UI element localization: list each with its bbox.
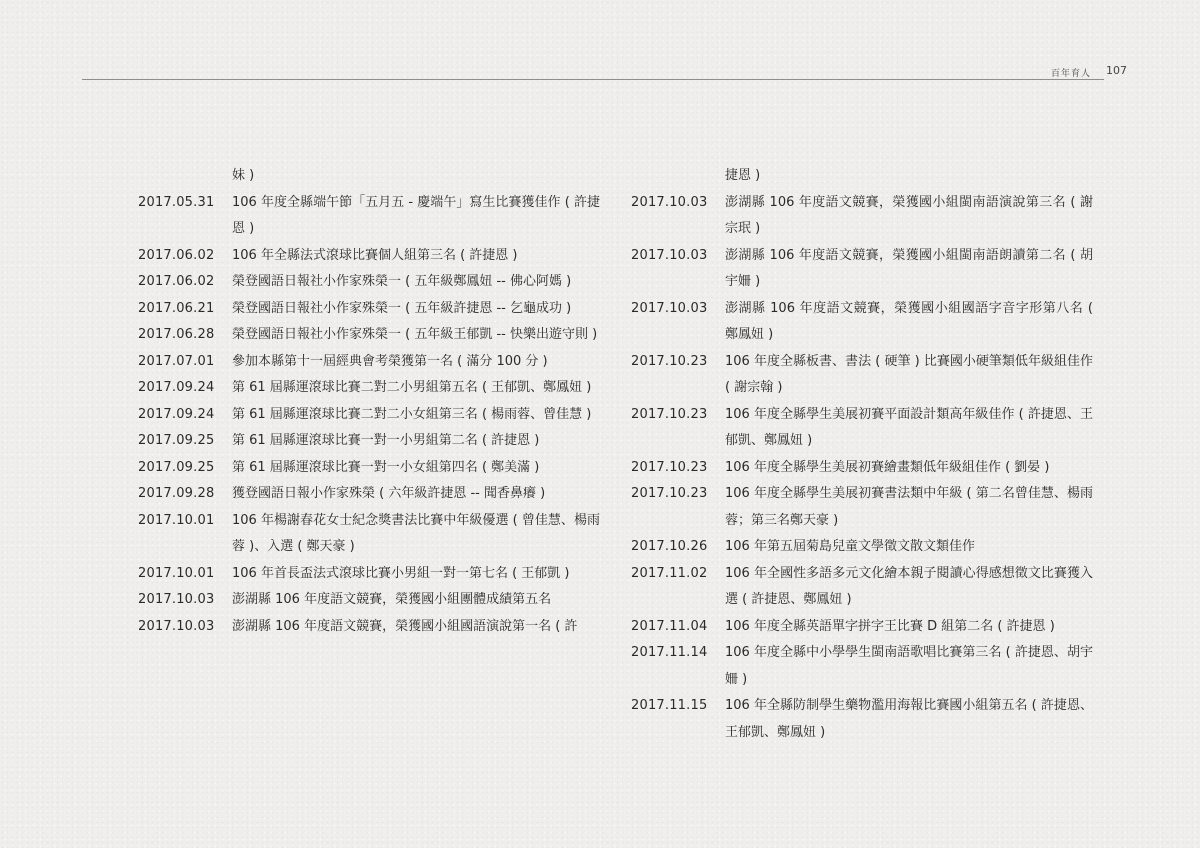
entry-text: 106 年第五屆菊島兒童文學徵文散文類佳作 <box>725 539 975 554</box>
entry-date: 2017.10.03 <box>631 194 708 210</box>
entry-text: 106 年度全縣學生美展初賽平面設計類高年級佳作 ( 許捷恩、王郁凱、鄭鳳妞 ) <box>725 406 1093 448</box>
entry-text: 參加本縣第十一屆經典會考榮獲第一名 ( 滿分 100 分 ) <box>232 353 548 369</box>
list-item <box>631 640 1101 693</box>
entry-text: 106 年全縣法式滾球比賽個人組第三名 ( 許捷恩 ) <box>232 247 518 263</box>
entry-date: 2017.06.02 <box>138 247 215 263</box>
entry-text: 第 61 屆縣運滾球比賽一對一小女組第四名 ( 鄭美滿 ) <box>232 459 540 475</box>
list-item <box>138 561 608 588</box>
entry-text: 妹 ) <box>232 168 255 183</box>
entry-date: 2017.09.24 <box>138 406 215 422</box>
entry-date: 2017.10.23 <box>631 459 708 475</box>
list-item <box>138 508 608 561</box>
list-item <box>138 243 608 270</box>
list-item <box>138 190 608 243</box>
entry-date: 2017.09.25 <box>138 459 215 475</box>
right-column <box>631 163 1101 746</box>
page-number: 107 <box>1106 64 1127 77</box>
entry-date: 2017.09.24 <box>138 380 215 395</box>
list-item <box>631 534 1101 561</box>
entry-date: 2017.06.02 <box>138 274 215 289</box>
list-item <box>138 402 608 429</box>
list-item <box>138 269 608 296</box>
list-item <box>631 163 1101 190</box>
list-item <box>631 296 1101 349</box>
entry-date: 2017.10.03 <box>138 618 215 634</box>
entry-date: 2017.10.23 <box>631 406 708 422</box>
entry-text: 106 年度全縣學生美展初賽繪畫類低年級組佳作 ( 劉晏 ) <box>725 459 1050 475</box>
entry-date: 2017.06.21 <box>138 300 215 316</box>
entry-date: 2017.10.26 <box>631 539 708 554</box>
list-item <box>138 296 608 323</box>
entry-date <box>631 163 725 190</box>
list-item <box>138 163 608 190</box>
list-item <box>631 693 1101 746</box>
list-item <box>138 428 608 455</box>
entry-text: 106 年度全縣端午節「五月五 - 慶端午」寫生比賽獲佳作 ( 許捷恩 ) <box>232 194 600 236</box>
entry-date: 2017.10.03 <box>631 247 708 263</box>
entry-text: 106 年楊謝春花女士紀念獎書法比賽中年級優選 ( 曾佳慧、楊雨蓉 )、入選 ( 鄭天豪 ) <box>232 512 600 554</box>
running-title: 百年育人 <box>1051 69 1092 79</box>
list-item <box>631 190 1101 243</box>
entry-text: 榮登國語日報社小作家殊榮一 ( 五年級鄭鳳妞 -- 佛心阿媽 ) <box>232 274 572 289</box>
entry-date: 2017.05.31 <box>138 194 215 210</box>
entry-text: 澎湖縣 106 年度語文競賽，榮獲國小組閩南語朗讀第二名 ( 胡宇姍 ) <box>725 247 1093 289</box>
entry-text: 106 年首長盃法式滾球比賽小男組一對一第七名 ( 王郁凱 ) <box>232 565 570 581</box>
entry-date <box>138 163 232 190</box>
list-item <box>138 349 608 376</box>
list-item <box>138 455 608 482</box>
list-item <box>631 561 1101 614</box>
list-item <box>631 614 1101 641</box>
entry-date: 2017.10.03 <box>631 300 708 316</box>
entry-date: 2017.11.02 <box>631 565 708 581</box>
entry-date: 2017.10.23 <box>631 353 708 369</box>
entry-text: 106 年度全縣板書、書法 ( 硬筆 ) 比賽國小硬筆類低年級組佳作 ( 謝宗翰 ) <box>725 353 1093 395</box>
list-item <box>631 402 1101 455</box>
entry-text: 第 61 屆縣運滾球比賽二對二小男組第五名 ( 王郁凱、鄭鳳妞 ) <box>232 380 592 395</box>
entry-date: 2017.10.01 <box>138 512 215 528</box>
entry-date: 2017.11.04 <box>631 618 708 634</box>
entry-date: 2017.10.03 <box>138 592 215 607</box>
left-column <box>138 163 608 640</box>
entry-text: 榮登國語日報社小作家殊榮一 ( 五年級王郁凱 -- 快樂出遊守則 ) <box>232 327 598 342</box>
entry-date: 2017.09.25 <box>138 433 215 448</box>
entry-text: 澎湖縣 106 年度語文競賽，榮獲國小組閩南語演說第三名 ( 謝宗珉 ) <box>725 194 1093 236</box>
entry-date: 2017.11.15 <box>631 698 708 713</box>
entry-text: 澎湖縣 106 年度語文競賽，榮獲國小組團體成績第五名 <box>232 592 552 607</box>
entry-text: 榮登國語日報社小作家殊榮一 ( 五年級許捷恩 -- 乞龜成功 ) <box>232 300 572 316</box>
entry-date: 2017.11.14 <box>631 645 708 660</box>
entry-date: 2017.09.28 <box>138 486 215 501</box>
list-item <box>631 243 1101 296</box>
list-item <box>138 587 608 614</box>
entry-date: 2017.10.01 <box>138 565 215 581</box>
entry-text: 106 年全國性多語多元文化繪本親子閱讀心得感想徵文比賽獲入選 ( 許捷恩、鄭鳳妞 ) <box>725 565 1093 607</box>
header-rule <box>82 79 1104 80</box>
entry-text: 106 年度全縣學生美展初賽書法類中年級 ( 第二名曾佳慧、楊雨蓉；第三名鄭天豪 ) <box>725 486 1093 528</box>
entry-text: 捷恩 ) <box>725 168 761 183</box>
entry-text: 澎湖縣 106 年度語文競賽，榮獲國小組國語演說第一名 ( 許 <box>232 618 578 634</box>
entry-date: 2017.06.28 <box>138 327 215 342</box>
entry-text: 106 年度全縣英語單字拼字王比賽 D 組第二名 ( 許捷恩 ) <box>725 618 1055 634</box>
list-item <box>138 481 608 508</box>
entry-date: 2017.07.01 <box>138 353 215 369</box>
entry-text: 第 61 屆縣運滾球比賽二對二小女組第三名 ( 楊雨蓉、曾佳慧 ) <box>232 406 592 422</box>
list-item <box>138 322 608 349</box>
list-item <box>631 455 1101 482</box>
entry-text: 獲登國語日報小作家殊榮 ( 六年級許捷恩 -- 聞香鼻癢 ) <box>232 486 546 501</box>
list-item <box>138 375 608 402</box>
entry-text: 106 年全縣防制學生藥物濫用海報比賽國小組第五名 ( 許捷恩、王郁凱、鄭鳳妞 ) <box>725 698 1093 740</box>
entry-text: 澎湖縣 106 年度語文競賽，榮獲國小組國語字音字形第八名 ( 鄭鳳妞 ) <box>725 300 1093 342</box>
entry-date: 2017.10.23 <box>631 486 708 501</box>
list-item <box>138 614 608 641</box>
list-item <box>631 481 1101 534</box>
list-item <box>631 349 1101 402</box>
entry-text: 106 年度全縣中小學學生閩南語歌唱比賽第三名 ( 許捷恩、胡宇姍 ) <box>725 645 1093 687</box>
entry-text: 第 61 屆縣運滾球比賽一對一小男組第二名 ( 許捷恩 ) <box>232 433 540 448</box>
